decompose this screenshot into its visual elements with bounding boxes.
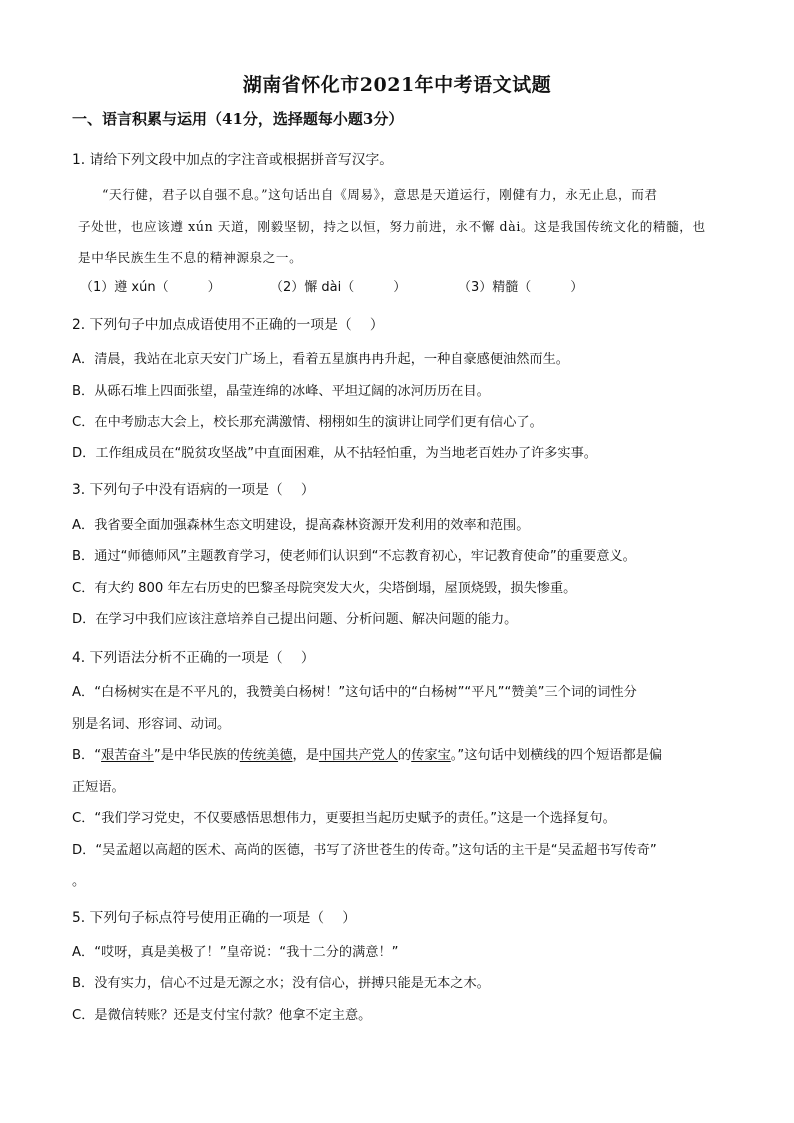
q4-option-d[interactable]: D．“吴孟超以高超的医术、高尚的医德，书写了济世苍生的传奇。”这句话的主干是“吴孟超书写传奇” bbox=[72, 843, 657, 858]
q1-passage-line: 子处世，也应该遵 xún 天道，刚毅坚韧，持之以恒，努力前进，永不懈 dài。这是我国传统文化的精髓，也 bbox=[78, 219, 706, 234]
question-4-stem: 4. 下列语法分析不正确的一项是（ ） bbox=[72, 650, 315, 666]
q4-b-text: 的 bbox=[398, 748, 412, 763]
q2-option-d[interactable]: D．工作组成员在“脱贫攻坚战”中直面困难，从不拈轻怕重，为当地老百姓办了许多实事。 bbox=[72, 446, 597, 461]
q2-option-b[interactable]: B．从砾石堆上四面张望，晶莹连绵的冰峰、平坦辽阔的冰河历历在目。 bbox=[72, 384, 490, 399]
q4-option-b-cont: 正短语。 bbox=[72, 780, 125, 795]
question-3-stem: 3. 下列句子中没有语病的一项是（ ） bbox=[72, 482, 315, 498]
q3-option-c[interactable]: C．有大约 800 年左右历史的巴黎圣母院突发大火，尖塔倒塌，屋顶烧毁，损失惨重。 bbox=[72, 581, 577, 596]
q1-passage-line: 是中华民族生生不息的精神源泉之一。 bbox=[78, 250, 303, 265]
underlined-phrase: 传统美德 bbox=[239, 748, 293, 763]
q5-option-c[interactable]: C．是微信转账？还是支付宝付款？他拿不定主意。 bbox=[72, 1008, 372, 1023]
question-1-stem: 1. 请给下列文段中加点的字注音或根据拼音写汉字。 bbox=[72, 152, 394, 168]
q1-blank-1[interactable]: （1）遵 xún（ ） bbox=[80, 280, 221, 295]
q4-option-a[interactable]: A．“白杨树实在是不平凡的，我赞美白杨树！”这句话中的“白杨树”“平凡”“赞美”三个词的词性分 bbox=[72, 685, 637, 700]
q3-option-b[interactable]: B．通过“师德师风”主题教育学习，使老师们认识到“不忘教育初心，牢记教育使命”的重要意义。 bbox=[72, 549, 636, 564]
q1-blank-2[interactable]: （2）懈 dài（ ） bbox=[270, 280, 407, 295]
q4-b-text: ，是 bbox=[292, 748, 319, 763]
q1-blank-3[interactable]: （3）精髓（ ） bbox=[458, 280, 584, 295]
section-heading: 一、语言积累与运用（41分，选择题每小题3分） bbox=[72, 110, 404, 128]
q4-option-b[interactable] bbox=[72, 744, 662, 763]
q4-b-text: ”是中华民族的 bbox=[153, 748, 240, 763]
question-5-stem: 5. 下列句子标点符号使用正确的一项是（ ） bbox=[72, 910, 357, 926]
q3-option-d[interactable]: D．在学习中我们应该注意培养自己提出问题、分析问题、解决问题的能力。 bbox=[72, 612, 518, 627]
underlined-phrase: 中国共产党人 bbox=[318, 748, 399, 763]
underlined-phrase: 艰苦奋斗 bbox=[101, 748, 154, 763]
q5-option-b[interactable]: B．没有实力，信心不过是无源之水；没有信心，拼搏只能是无本之木。 bbox=[72, 976, 490, 991]
q4-option-c[interactable]: C．“我们学习党史，不仅要感悟思想伟力，更要担当起历史赋予的责任。”这是一个选择复句。 bbox=[72, 811, 616, 826]
question-2-stem: 2. 下列句子中加点成语使用不正确的一项是（ ） bbox=[72, 317, 384, 333]
page-title: 湖南省怀化市2021年中考语文试题 bbox=[242, 74, 552, 96]
q4-b-text: B．“ bbox=[72, 748, 102, 763]
q1-passage-line: “天行健，君子以自强不息。”这句话出自《周易》，意思是天道运行，刚健有力，永无止息，而君 bbox=[102, 187, 658, 202]
q4-option-d-cont: 。 bbox=[72, 874, 86, 889]
q4-option-a-cont: 别是名词、形容词、动词。 bbox=[72, 717, 231, 732]
q2-option-a[interactable]: A．清晨，我站在北京天安门广场上，看着五星旗冉冉升起，一种自豪感便油然而生。 bbox=[72, 352, 569, 367]
q3-option-a[interactable]: A．我省要全面加强森林生态文明建设，提高森林资源开发利用的效率和范围。 bbox=[72, 518, 530, 533]
q4-b-text: 。”这句话中划横线的四个短语都是偏 bbox=[450, 748, 663, 763]
underlined-phrase: 传家宝 bbox=[411, 748, 451, 763]
q2-option-c[interactable]: C．在中考励志大会上，校长那充满激情、栩栩如生的演讲让同学们更有信心了。 bbox=[72, 415, 543, 430]
q5-option-a[interactable]: A．“哎呀，真是美极了！”皇帝说：“我十二分的满意！” bbox=[72, 945, 399, 960]
